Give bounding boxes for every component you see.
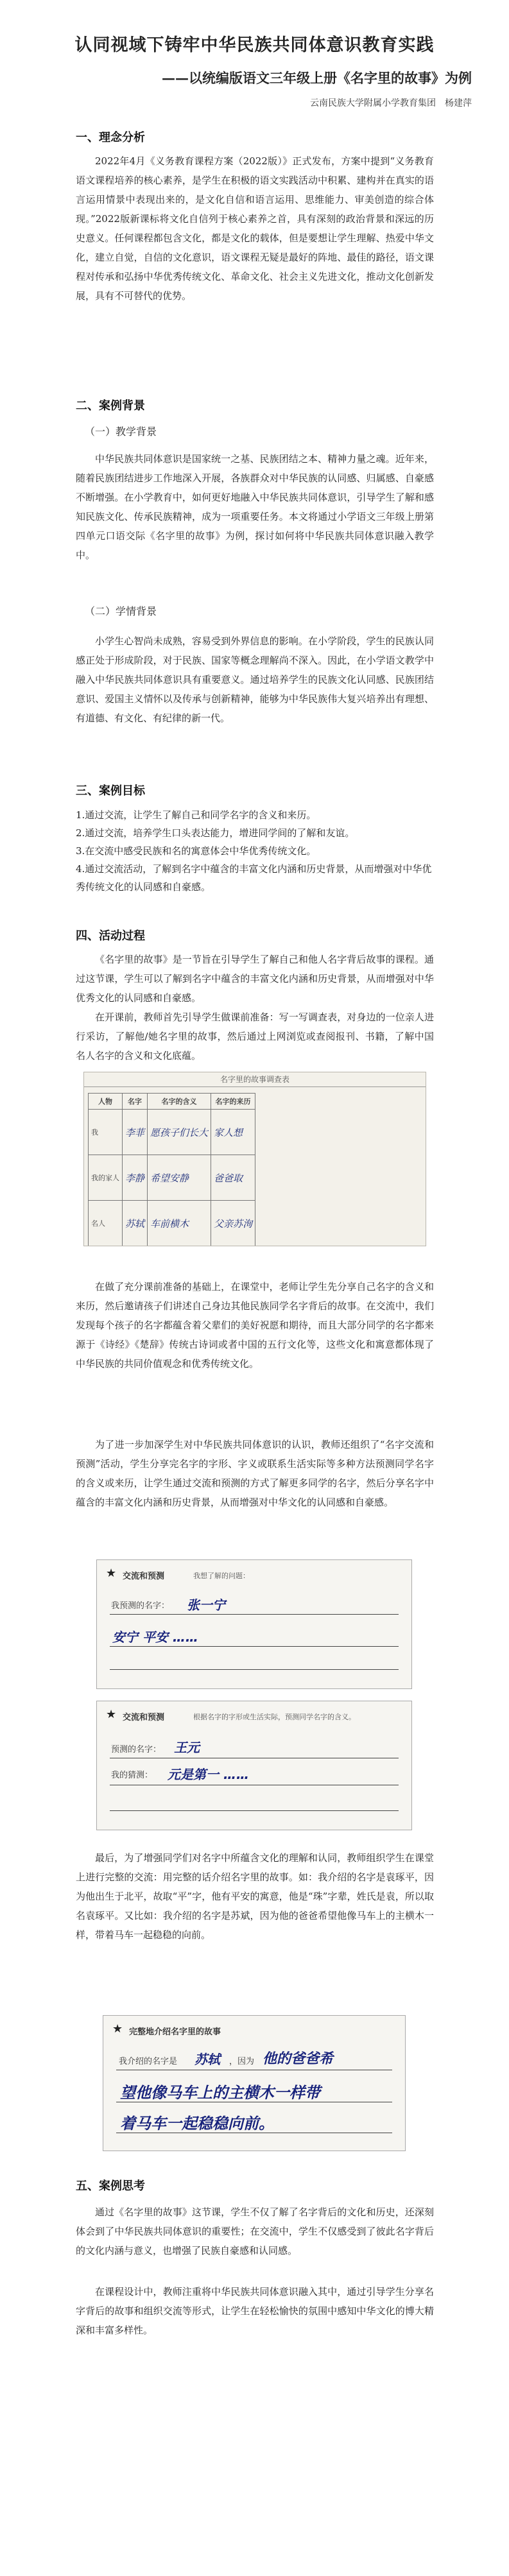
survey-table [88,1093,255,1246]
subheading-2-1: （一）教学背景 [85,425,157,438]
article-title: 认同视域下铸牢中华民族共同体意识教育实践 [74,35,435,55]
paragraph-4: 《名字里的故事》是一节旨在引导学生了解自己和他人名字背后故事的课程。通过这节课，学生可以了解到名字中蕴含的丰富文化内涵和历史背景，从而增强对中华优秀文化的认同感和自豪感。 [76,954,434,1004]
paragraph-1: 2022年4月《义务教育课程方案（2022版）》正式发布，方案中提到“义务教育语文课程培养的核心素养，是学生在积极的语文实践活动中积累、建构并在真实的语言运用情景中表现出来的，是文化自信和语言运用、思维能力、审美创造的综合体现。”2022版新课标将文化自信列于核心素养之首，具有深刻的政治背景和深远的历史意义。任何课程都包含文化，都是文化的载体，但是要想让学生理解、热爱中华文化，建立自觉，自信的文化意识，语文课程无疑是最好的阵地、最佳的路径，语文课程对传承和弘扬中华优秀传统文化、革命文化、社会主义先进文化，推动文化创新发展，具有不可替代的优势。 [76,155,434,302]
table-cell: 苏轼 [123,1201,148,1246]
story-handwriting-1: 他的爸爸希 [263,2051,334,2067]
story-line-prefix: 我介绍的名字是 [119,2057,178,2066]
table-row [89,1110,255,1155]
exchange-guess-handwriting: 安宁 平安 …… [112,1629,198,1645]
writing-line [110,1810,399,1811]
star-icon: ★ [106,1567,117,1580]
paragraph-10: 在课程设计中，教师注重将中华民族共同体意识融入其中，通过引导学生分享名字背后的故事和组织交流等形式，让学生在轻松愉快的氛围中感知中华文化的博大精深和丰富多样性。 [76,2286,434,2336]
paragraph-2: 中华民族共同体意识是国家统一之基、民族团结之本、精神力量之魂。近年来，随着民族团结进步工作地深入开展，各族群众对中华民族的认同感、归属感、自豪感不断增强。在小学教育中，如何更好地融入中华民族共同体意识，引导学生了解和感知民族文化、传承民族精神，成为一项重要任务。本文将通过小学语文三年级上册第四单元口语交际《名字里的故事》为例，探讨如何将中华民族共同体意识融入教学中。 [76,453,434,561]
goal-item: 2.通过交流，培养学生口头表达能力，增进同学间的了解和友谊。 [76,827,355,839]
paragraph-5: 在开课前，教师首先引导学生做课前准备：写一写调查表，对身边的一位亲人进行采访，了解他/她名字里的故事，然后通过上网浏览或查阅报刊、书籍，了解中国名人名字的含义和文化底蕴。 [76,1011,434,1061]
story-handwriting-3: 着马车一起稳稳向前。 [120,2115,274,2133]
survey-sheet-photo [83,1072,426,1246]
article-author: 云南民族大学附属小学教育集团 杨建萍 [310,98,472,108]
table-cell: 李静 [123,1155,148,1201]
table-header-cell: 名字的来历 [211,1094,255,1110]
table-header-row [89,1094,255,1110]
section-heading-1: 一、理念分析 [76,131,145,144]
goals-list [76,806,435,896]
star-icon: ★ [106,1708,117,1721]
exchange-card-title: 交流和预测 [123,1572,165,1581]
table-cell: 愿孩子们长大 [148,1110,211,1155]
exchange-card-note: 我想了解的问题： [193,1572,250,1580]
exchange-card-title: 交流和预测 [123,1713,165,1722]
goal-item: 4.通过交流活动，了解到名字中蕴含的丰富文化内涵和历史背景，从而增强对中华优秀传统文化的认同感和自豪感。 [76,863,432,893]
exchange-card-note: 根据名字的字形或生活实际，预测同学名字的含义。 [193,1713,356,1721]
exchange-card-photo-1 [96,1559,412,1689]
article-subtitle: ——以统编版语文三年级上册《名字里的故事》为例 [162,70,472,86]
section-heading-4: 四、活动过程 [76,929,145,943]
table-row [89,1201,255,1246]
paragraph-8: 最后，为了增强同学们对名字中所蕴含文化的理解和认同，教师组织学生在课堂上进行完整的交流：用完整的话介绍名字里的故事。如：我介绍的名字是袁琢平，因为他出生于北平，故取“平”字，他有平安的寓意，他是“珠”字辈，姓氏是袁，所以取名袁琢平。又比如：我介绍的名字是苏斌，因为他的爸爸希望他像马车上的主横木一样，带着马车一起稳稳的向前。 [76,1852,434,1941]
story-name-handwriting: 苏轼 [194,2052,220,2067]
section-heading-3: 三、案例目标 [76,784,145,798]
paragraph-9: 通过《名字里的故事》这节课，学生不仅了解了名字背后的文化和历史，还深刻体会到了中华民族共同体意识的重要性；在交流中，学生不仅感受到了彼此名字背后的文化内涵与意义，也增强了民族自豪感和认同感。 [76,2206,434,2256]
story-card-photo [103,2015,406,2151]
writing-line [110,1646,399,1647]
section-heading-2: 二、案例背景 [76,399,145,413]
writing-line [110,1614,399,1615]
subheading-2-2: （二）学情背景 [85,605,157,617]
exchange-guess-label: 我的猜测： [111,1771,153,1780]
paragraph-6: 在做了充分课前准备的基础上，在课堂中，老师让学生先分享自己名字的含义和来历，然后邀请孩子们讲述自己身边其他民族同学名字背后的故事。在交流中，我们发现每个孩子的名字都蕴含着父辈们的美好祝愿和期待，而且大部分同学的名字都来源于《诗经》《楚辞》传统古诗词或者中国的五行文化等，这些文化和寓意都体现了中华民族的共同价值观念和优秀传统文化。 [76,1281,434,1370]
table-cell: 名人 [89,1201,123,1246]
story-handwriting-2: 望他像马车上的主横木一样带 [120,2084,320,2102]
writing-line [110,1669,399,1670]
table-cell: 车前横木 [148,1201,211,1246]
goal-item: 3.在交流中感受民族和名的寓意体会中华优秀传统文化。 [76,845,316,857]
section-heading-5: 五、案例思考 [76,2179,145,2193]
table-header-cell: 人物 [89,1094,123,1110]
table-cell: 父亲苏洵 [211,1201,255,1246]
table-cell: 爸爸取 [211,1155,255,1201]
table-row [89,1155,255,1201]
table-cell: 我的家人 [89,1155,123,1201]
table-cell: 家人想 [211,1110,255,1155]
exchange-name-label: 预测的名字： [111,1745,162,1755]
paragraph-7: 为了进一步加深学生对中华民族共同体意识的认识，教师还组织了“名字交流和预测”活动，学生分享完名字的字形、字义或联系生活实际等多种方法预测同学名字的含义或来历，让学生通过交流和预测的方式了解更多同学的名字，然后分享名字中蕴含的丰富文化内涵和历史背景，从而增强对中华文化的认同感和自豪感。 [76,1439,434,1508]
table-cell: 我 [89,1110,123,1155]
table-cell: 希望安静 [148,1155,211,1201]
exchange-name-label: 我预测的名字： [111,1601,170,1611]
story-line-mid: ，因为 [229,2057,255,2066]
table-cell: 李菲 [123,1110,148,1155]
story-card-title: 完整地介绍名字里的故事 [129,2027,221,2037]
goal-item: 1.通过交流，让学生了解自己和同学名字的含义和来历。 [76,809,316,821]
exchange-guess-handwriting: 元是第一 …… [168,1767,249,1782]
paragraph-3: 小学生心智尚未成熟，容易受到外界信息的影响。在小学阶段，学生的民族认同感正处于形成阶段，对于民族、国家等概念理解尚不深入。因此，在小学语文教学中融入中华民族共同体意识具有重要意义。通过培养学生的民族文化认同感、民族团结意识、爱国主义情怀以及传承与创新精神，能够为中华民族伟大复兴培养出有理想、有道德、有文化、有纪律的新一代。 [76,635,434,724]
table-header-cell: 名字 [123,1094,148,1110]
exchange-name-handwriting: 张一宁 [187,1597,225,1613]
star-icon: ★ [112,2022,123,2036]
exchange-card-photo-2 [96,1701,412,1830]
table-header-cell: 名字的含义 [148,1094,211,1110]
survey-sheet-heading: 名字里的故事调查表 [84,1072,426,1087]
exchange-name-handwriting: 王元 [174,1740,200,1755]
